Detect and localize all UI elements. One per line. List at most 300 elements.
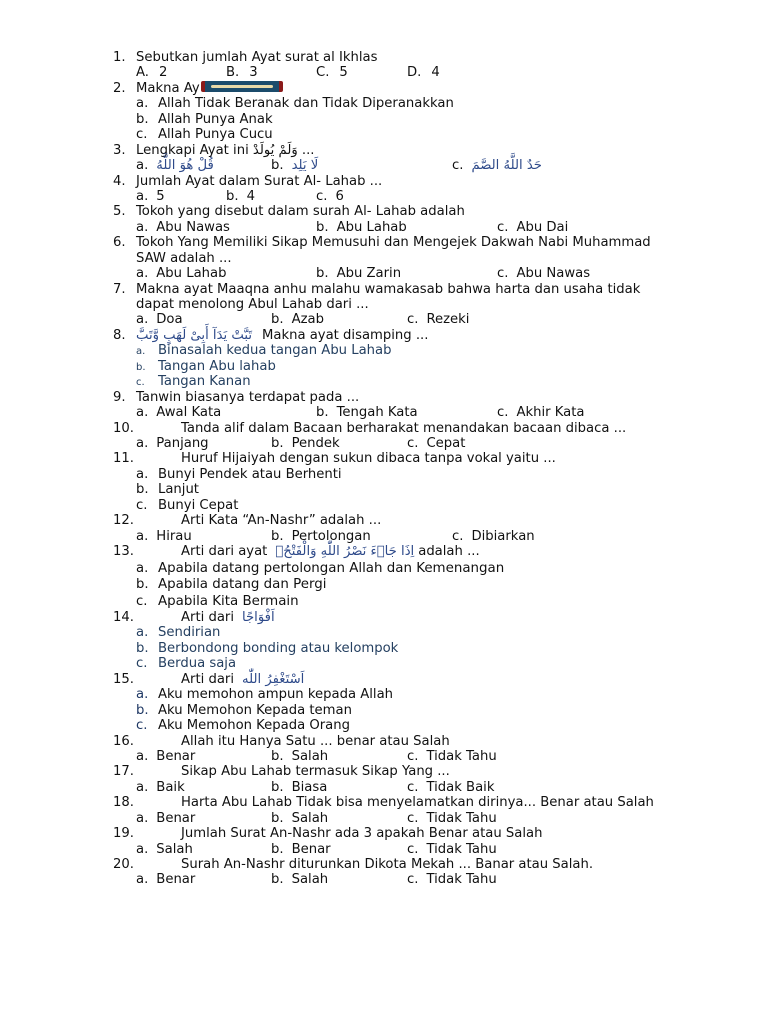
answer-option[interactable]: [136, 111, 273, 127]
options-row: [0, 811, 768, 826]
option-text: Salah: [291, 810, 329, 826]
option-text: 5: [156, 188, 165, 204]
option-marker: b.: [271, 312, 284, 328]
question-number: 18.: [113, 795, 134, 811]
option-marker: c.: [407, 435, 419, 451]
option-text: Benar: [156, 748, 196, 764]
answer-option[interactable]: [136, 127, 273, 143]
question-label-suffix: adalah ...: [418, 544, 480, 559]
answer-option[interactable]: [136, 656, 237, 672]
question-row: [0, 826, 768, 841]
option-text: Tengah Kata: [336, 405, 418, 421]
answer-option[interactable]: [136, 560, 505, 578]
option-marker: b.: [136, 702, 149, 718]
option-text: Benar: [291, 841, 331, 857]
option-text: Lanjut: [158, 482, 199, 498]
answer-option[interactable]: [271, 312, 324, 327]
answer-option[interactable]: [136, 577, 327, 594]
answer-option[interactable]: [226, 189, 255, 204]
answer-option[interactable]: [136, 158, 214, 173]
option-text: Akhir Kata: [516, 405, 585, 421]
answer-option[interactable]: [271, 842, 331, 857]
answer-option[interactable]: [136, 593, 299, 611]
option-text: Allah Tidak Beranak dan Tidak Diperanakkan: [158, 96, 454, 112]
answer-option[interactable]: [452, 158, 542, 173]
options-row: [0, 687, 768, 702]
question-number: 4.: [113, 173, 126, 189]
option-text: Abu Dai: [516, 219, 569, 235]
answer-option[interactable]: [136, 497, 239, 513]
options-row: [0, 189, 768, 204]
option-marker: a.: [136, 435, 149, 451]
answer-option[interactable]: [136, 625, 221, 641]
option-marker: C.: [316, 65, 330, 81]
answer-option[interactable]: [136, 358, 276, 375]
answer-option[interactable]: [136, 872, 195, 887]
question-row: [0, 174, 768, 189]
options-row: [0, 872, 768, 887]
options-row: [0, 127, 768, 142]
options-row: [0, 625, 768, 640]
option-marker: a.: [136, 528, 149, 544]
option-marker: b.: [136, 111, 149, 127]
answer-option[interactable]: [452, 529, 535, 544]
option-text: Awal Kata: [156, 405, 222, 421]
option-text: Abu Zarin: [336, 266, 402, 282]
answer-option[interactable]: [136, 220, 230, 235]
question-label: Jumlah Ayat dalam Surat Al- Lahab ...: [136, 173, 383, 189]
option-text: Tidak Tahu: [426, 872, 497, 888]
answer-option[interactable]: [136, 687, 394, 703]
question-number: 3.: [113, 142, 126, 158]
answer-option[interactable]: [407, 312, 469, 327]
options-row: [0, 656, 768, 671]
option-marker: a.: [136, 687, 149, 703]
question-label: Sebutkan jumlah Ayat surat al Ikhlas: [136, 50, 378, 65]
option-text: Allah Punya Cucu: [158, 127, 273, 143]
answer-option[interactable]: [136, 436, 209, 451]
option-text: Aku Memohon Kepada teman: [158, 702, 352, 718]
answer-option[interactable]: [316, 189, 344, 204]
options-row: [0, 436, 768, 451]
options-row: [0, 374, 768, 389]
question-label-continued: SAW adalah ...: [136, 250, 232, 266]
answer-option[interactable]: [136, 811, 195, 826]
answer-option[interactable]: [136, 189, 165, 204]
option-text: Benar: [156, 810, 196, 826]
option-text: Rezeki: [426, 312, 470, 328]
question-number: 14.: [113, 610, 134, 625]
question-row: [0, 81, 768, 96]
option-text: Hirau: [156, 528, 192, 544]
question-text: [181, 826, 542, 841]
option-marker: b.: [316, 266, 329, 282]
question-row: [0, 610, 768, 625]
question-row: [0, 672, 768, 687]
options-row: [0, 703, 768, 718]
answer-option[interactable]: [136, 529, 192, 544]
option-marker: b.: [271, 841, 284, 857]
answer-option[interactable]: [226, 65, 258, 80]
option-marker: a.: [136, 625, 149, 641]
option-text: Abu Nawas: [156, 219, 230, 235]
option-text: Azab: [291, 312, 324, 328]
option-text: Berbondong bonding atau kelompok: [158, 640, 399, 656]
question-label: Arti Kata “An-Nashr” adalah ...: [181, 513, 382, 529]
question-text: [136, 282, 640, 297]
options-row: [0, 312, 768, 327]
question-number: 19.: [113, 826, 134, 842]
options-row: [0, 96, 768, 111]
option-marker: a.: [136, 872, 149, 888]
question-label: Sikap Abu Lahab termasuk Sikap Yang ...: [181, 764, 450, 780]
answer-option[interactable]: [136, 96, 454, 112]
answer-option[interactable]: [136, 842, 193, 857]
options-row: [0, 529, 768, 544]
option-marker: b.: [271, 435, 284, 451]
option-marker: b.: [271, 779, 284, 795]
option-text: لَا يَلِد: [291, 158, 319, 174]
arabic-verse: اِذَا جَاۤءَ نَصْرُ اللّٰهِ وَالْفَتْحُۙ: [275, 544, 415, 559]
option-marker: c.: [407, 872, 419, 888]
question-text: [181, 610, 279, 625]
question-text: [136, 174, 382, 189]
answer-option[interactable]: [136, 65, 167, 80]
option-marker: a.: [136, 346, 146, 358]
option-marker: c.: [136, 718, 148, 734]
question-number: 12.: [113, 513, 134, 529]
option-marker: c.: [136, 656, 148, 672]
options-row: [0, 65, 768, 80]
answer-option[interactable]: [316, 65, 348, 80]
question-row: [0, 235, 768, 250]
question-row: [0, 50, 768, 65]
option-text: Pertolongan: [291, 528, 371, 544]
answer-option[interactable]: [407, 436, 465, 451]
option-marker: c.: [136, 593, 148, 609]
question-number: 20.: [113, 857, 134, 872]
option-text: Allah Punya Anak: [158, 111, 273, 127]
option-marker: b.: [271, 528, 284, 544]
options-row: [0, 498, 768, 513]
option-marker: a.: [136, 96, 149, 112]
options-row: [0, 343, 768, 358]
question-row: [0, 795, 768, 810]
question-label: Jumlah Surat An-Nashr ada 3 apakah Benar atau Salah: [181, 826, 543, 842]
question-label: Lengkapi Ayat ini وَلَمْ يُولَدْ ...: [136, 142, 315, 158]
question-number: 6.: [113, 235, 126, 251]
option-marker: b.: [316, 219, 329, 235]
option-text: Abu Lahab: [156, 266, 227, 282]
option-text: Pendek: [291, 435, 340, 451]
option-text: Tidak Baik: [426, 779, 495, 795]
option-text: 6: [335, 188, 344, 204]
answer-option[interactable]: [316, 220, 407, 235]
question-label: Makna ayat disamping ...: [261, 327, 429, 343]
answer-option[interactable]: [407, 780, 494, 795]
answer-option[interactable]: [407, 872, 497, 887]
answer-option[interactable]: [136, 343, 392, 359]
options-row: [0, 266, 768, 281]
question-text: [136, 328, 428, 343]
options-row: [0, 842, 768, 857]
option-marker: a.: [136, 405, 149, 421]
option-text: Tidak Tahu: [426, 810, 497, 826]
option-marker: c.: [452, 158, 464, 174]
option-marker: a.: [136, 810, 149, 826]
question-number: 9.: [113, 389, 126, 405]
question-row: [0, 328, 768, 343]
question-number: 5.: [113, 204, 126, 220]
option-text: حَدٌ اللَّهُ الصَّمَ: [471, 158, 542, 174]
answer-option[interactable]: [136, 718, 350, 734]
option-text: Dibiarkan: [471, 528, 535, 544]
question-number: 11.: [113, 451, 134, 467]
question-number: 16.: [113, 733, 134, 749]
answer-option[interactable]: [136, 482, 199, 498]
answer-option[interactable]: [136, 749, 195, 764]
option-text: Binasalah kedua tangan Abu Lahab: [158, 343, 392, 359]
option-marker: a.: [136, 748, 149, 764]
question-number: 10.: [113, 420, 134, 436]
options-row: [0, 158, 768, 173]
answer-option[interactable]: [407, 842, 497, 857]
answer-option[interactable]: [271, 811, 328, 826]
option-marker: c.: [136, 127, 148, 143]
question-text: [136, 390, 359, 405]
option-text: Doa: [156, 312, 183, 328]
option-text: Aku Memohon Kepada Orang: [158, 718, 350, 734]
answer-option[interactable]: [271, 158, 318, 173]
question-text: [181, 451, 556, 466]
answer-option[interactable]: [136, 405, 221, 420]
question-text: [181, 421, 626, 436]
option-text: Salah: [156, 841, 193, 857]
option-marker: c.: [452, 528, 464, 544]
option-text: Biasa: [291, 779, 328, 795]
question-label: Makna ayat Maaqna anhu malahu wamakasab bahwa harta dan usaha tidak: [136, 281, 641, 297]
option-text: Salah: [291, 748, 329, 764]
option-text: Apabila datang dan Pergi: [158, 577, 327, 592]
options-row: [0, 112, 768, 127]
question-row-continued: [0, 251, 768, 266]
question-label: Tanda alif dalam Bacaan berharakat menandakan bacaan dibaca ...: [181, 420, 627, 436]
options-row: [0, 718, 768, 733]
option-marker: b.: [271, 810, 284, 826]
question-row: [0, 421, 768, 436]
answer-option[interactable]: [497, 266, 590, 281]
options-row: [0, 749, 768, 764]
question-row: [0, 282, 768, 297]
option-text: Bunyi Cepat: [158, 497, 239, 513]
option-text: Berdua saja: [158, 656, 237, 672]
question-text: [136, 50, 378, 65]
option-marker: a.: [136, 779, 149, 795]
option-marker: D.: [407, 65, 422, 81]
option-text: 3: [249, 65, 258, 81]
question-text: [181, 857, 593, 872]
question-number: 8.: [113, 327, 126, 343]
question-row: [0, 143, 768, 158]
question-label: Surah An-Nashr diturunkan Dikota Mekah ... Banar atau Salah.: [181, 857, 594, 872]
option-marker: b.: [136, 640, 149, 656]
option-text: Tangan Kanan: [158, 374, 251, 390]
option-marker: b.: [226, 188, 239, 204]
question-text: [136, 204, 465, 219]
answer-option[interactable]: [407, 65, 440, 80]
option-text: 2: [158, 65, 168, 81]
question-label: Arti dari ayat: [181, 544, 268, 559]
question-number: 2.: [113, 80, 126, 96]
option-marker: b.: [316, 405, 329, 421]
question-label: Huruf Hijaiyah dengan sukun dibaca tanpa vokal yaitu ...: [181, 451, 556, 467]
option-marker: c.: [136, 377, 145, 389]
option-marker: b.: [136, 577, 149, 592]
answer-option[interactable]: [407, 749, 497, 764]
question-text: [181, 734, 450, 749]
option-marker: c.: [407, 810, 419, 826]
options-row: [0, 482, 768, 497]
option-text: Abu Lahab: [336, 219, 407, 235]
option-marker: b.: [136, 482, 149, 498]
option-marker: a.: [136, 188, 149, 204]
question-row: [0, 544, 768, 561]
option-text: Aku memohon ampun kepada Allah: [158, 687, 394, 703]
arabic-verse: تَبَّتْ يَدَآ أَبِىْ لَهَبٍ وَّتَبَّ: [136, 327, 252, 343]
option-marker: B.: [226, 65, 240, 81]
question-label: Tanwin biasanya terdapat pada ...: [136, 389, 360, 405]
question-text: [136, 235, 651, 250]
answer-option[interactable]: [136, 374, 251, 390]
question-label: Harta Abu Lahab Tidak bisa menyelamatkan dirinya... Benar atau Salah: [181, 795, 654, 811]
answer-option[interactable]: [316, 405, 418, 420]
quiz-document: [0, 50, 768, 888]
question-row-continued: [0, 297, 768, 312]
question-label: Tokoh Yang Memiliki Sikap Memusuhi dan Mengejek Dakwah Nabi Muhammad: [136, 235, 651, 251]
answer-option[interactable]: [271, 436, 340, 451]
option-marker: a.: [136, 560, 149, 576]
option-marker: c.: [497, 266, 509, 282]
option-marker: c.: [407, 841, 419, 857]
options-row: [0, 577, 768, 594]
answer-option[interactable]: [136, 466, 342, 482]
question-text: [181, 764, 450, 779]
question-label: Arti dari: [181, 610, 235, 625]
option-text: Salah: [291, 872, 329, 888]
options-row: [0, 405, 768, 420]
option-text: Apabila Kita Bermain: [158, 593, 299, 609]
question-number: 15.: [113, 671, 134, 687]
arabic-verse-image: [201, 81, 283, 92]
question-text: [181, 544, 480, 561]
option-marker: b.: [271, 158, 284, 174]
question-row: [0, 764, 768, 779]
option-marker: a.: [136, 158, 149, 174]
options-row: [0, 467, 768, 482]
option-marker: c.: [497, 405, 509, 421]
option-marker: c.: [136, 497, 148, 513]
option-text: Abu Nawas: [516, 266, 591, 282]
option-marker: a.: [136, 312, 149, 328]
question-text: [181, 795, 654, 810]
question-text: [136, 143, 314, 158]
question-number: 13.: [113, 544, 134, 559]
answer-option[interactable]: [136, 266, 226, 281]
option-marker: a.: [136, 841, 149, 857]
question-row: [0, 204, 768, 219]
arabic-verse: اَسْتَغْفِرُ اللّٰه: [242, 671, 305, 687]
question-label: Tokoh yang disebut dalam surah Al- Lahab adalah: [136, 204, 465, 220]
question-number: 1.: [113, 50, 126, 65]
answer-option[interactable]: [407, 811, 497, 826]
option-text: Bunyi Pendek atau Berhenti: [158, 466, 342, 482]
arabic-verse: اَفْوَاجًا: [242, 610, 275, 625]
option-text: Tidak Tahu: [426, 841, 497, 857]
option-text: 5: [339, 65, 348, 81]
options-row: [0, 359, 768, 374]
question-row: [0, 857, 768, 872]
option-text: Baik: [156, 779, 185, 795]
options-row: [0, 594, 768, 611]
answer-option[interactable]: [271, 872, 328, 887]
question-label: Makna Ay: [136, 80, 200, 96]
option-text: 4: [431, 65, 440, 81]
question-number: 7.: [113, 281, 126, 297]
option-text: Panjang: [156, 435, 209, 451]
question-row: [0, 513, 768, 528]
option-marker: c.: [497, 219, 509, 235]
option-text: Tangan Abu lahab: [158, 358, 276, 374]
option-marker: c.: [316, 188, 328, 204]
option-text: Tidak Tahu: [426, 748, 497, 764]
option-marker: A.: [136, 65, 149, 81]
answer-option[interactable]: [136, 640, 399, 656]
option-marker: a.: [136, 266, 149, 282]
option-text: Sendirian: [158, 625, 221, 641]
option-marker: b.: [271, 748, 284, 764]
answer-option[interactable]: [497, 405, 585, 420]
question-row: [0, 390, 768, 405]
question-label-continued: dapat menolong Abul Lahab dari ...: [136, 297, 369, 312]
question-label: Arti dari: [181, 671, 235, 687]
answer-option[interactable]: [136, 702, 352, 718]
option-text: 4: [246, 188, 255, 204]
answer-option[interactable]: [136, 780, 185, 795]
answer-option[interactable]: [136, 312, 183, 327]
answer-option[interactable]: [271, 529, 371, 544]
answer-option[interactable]: [316, 266, 401, 281]
answer-option[interactable]: [271, 780, 327, 795]
answer-option[interactable]: [497, 220, 568, 235]
question-label: Allah itu Hanya Satu ... benar atau Salah: [181, 733, 450, 749]
question-text: [136, 81, 283, 96]
options-row: [0, 780, 768, 795]
options-row: [0, 641, 768, 656]
question-number: 17.: [113, 764, 134, 780]
option-marker: b.: [271, 872, 284, 888]
option-text: Benar: [156, 872, 196, 888]
option-marker: a.: [136, 466, 149, 482]
options-row: [0, 220, 768, 235]
answer-option[interactable]: [271, 749, 328, 764]
option-marker: c.: [407, 748, 419, 764]
option-text: Cepat: [426, 435, 466, 451]
option-marker: b.: [136, 361, 146, 373]
question-text: [181, 513, 381, 528]
question-row: [0, 451, 768, 466]
question-text: [181, 672, 308, 687]
option-marker: c.: [407, 312, 419, 328]
